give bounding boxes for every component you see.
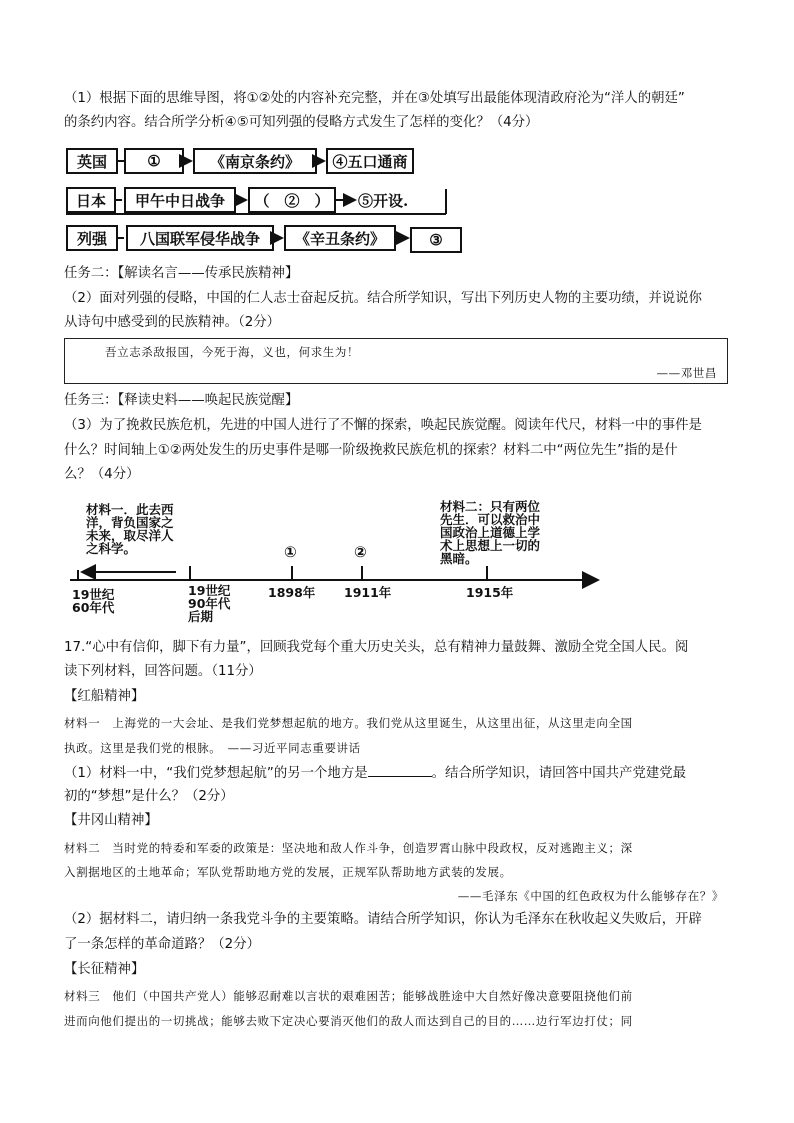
red-boat-question-line-1 — [64, 762, 686, 784]
mindmap-row1-node-2: ① — [124, 148, 184, 174]
mindmap-row1-node-3: 《南京条约》 — [193, 148, 317, 174]
material-2-line-2: 入割据地区的土地革命；军队党帮助地方党的发展，正规军队帮助地方武装的发展。 — [64, 865, 512, 879]
long-march-heading: 【长征精神】 — [64, 962, 145, 977]
material-2-line: 术上思想上一切的 — [440, 538, 541, 553]
material-2-line: 黑暗。 — [440, 551, 478, 566]
label-line: 后期 — [188, 609, 214, 624]
label-line: 90年代 — [188, 596, 231, 611]
mindmap-row3-node-1: 列强 — [66, 225, 118, 251]
question-text: （1）材料一中，“我们党梦想起航”的另一个地方是 — [64, 766, 368, 781]
mindmap-row2-node-3: （ ② ） — [248, 187, 336, 213]
mindmap-row3-node-2: 八国联军侵华战争 — [126, 225, 274, 251]
label-line: 60年代 — [72, 600, 115, 615]
answer-blank[interactable] — [368, 762, 432, 777]
mindmap-row1-node-1: 英国 — [66, 148, 118, 174]
material-2-source: ——毛泽东《中国的红色政权为什么能够存在？》 — [457, 889, 724, 903]
jinggang-heading: 【井冈山精神】 — [64, 813, 158, 828]
q17-line-2: 读下列材料，回答问题。（11分） — [64, 664, 262, 679]
q3-line-3: 么？（4分） — [64, 467, 140, 482]
q3-line-2: 什么？时间轴上①②两处发生的历史事件是哪一阶级挽救民族危机的探索？材料二中“两位先生”指的是什 — [64, 443, 678, 458]
q1-line-2: 的条约内容。结合所学分析④⑤可知列强的侵略方式发生了怎样的变化？（4分） — [64, 115, 539, 130]
mindmap-row1-node-4: ④五口通商 — [326, 148, 414, 174]
q2-line-1: （2）面对列强的侵略，中国的仁人志士奋起反抗。结合所学知识，写出下列历史人物的主要功绩，并说说你 — [64, 291, 702, 306]
timeline-marker-2: ② — [354, 543, 367, 561]
q17-line-1: 17.“心中有信仰，脚下有力量”，回顾我党每个重大历史关头，总有精神力量鼓舞、激励全党全国人民。阅 — [64, 640, 689, 655]
label-line: 19世纪 — [188, 583, 231, 598]
timeline-marker-1: ① — [284, 543, 297, 561]
q1-line-1: （1）根据下面的思维导图，将①②处的内容补充完整，并在③处填写出最能体现清政府沦为“洋人的朝廷” — [64, 91, 685, 106]
material-2-line: 材料二：只有两位 — [440, 499, 541, 514]
material-1-line: 材料一．此去西 — [86, 502, 174, 517]
material-1-line-1: 材料一 上海党的一大会址、是我们党梦想起航的地方。我们党从这里诞生，从这里出征，从这里走向全国 — [64, 716, 633, 730]
quote-author: ——邓世昌 — [656, 366, 717, 380]
material-3-line-1: 材料三 他们（中国共产党人）能够忍耐难以言状的艰难困苦；能够战胜途中大自然好像决意要阻挠他们前 — [64, 989, 633, 1003]
q3-line-1: （3）为了挽救民族危机，先进的中国人进行了不懈的探索，唤起民族觉醒。阅读年代尺，材料一中的事件是 — [64, 418, 702, 433]
mindmap-row3-node-3: 《辛丑条约》 — [284, 225, 396, 251]
task3-heading: 任务三：【释读史料——唤起民族觉醒】 — [64, 393, 299, 408]
timeline-label-b — [188, 584, 230, 623]
red-boat-question-line-2: 初的“梦想”是什么？（2分） — [64, 789, 234, 804]
material-1-line-2: 执政。这里是我们党的根脉。 ——习近平同志重要讲话 — [64, 741, 361, 755]
question-text: 。结合所学知识，请回答中国共产党建党最 — [431, 766, 687, 781]
mindmap-row2-node-4: ⑤开设. — [358, 192, 409, 210]
material-1-line: 未来，取尽洋人 — [86, 528, 174, 543]
label-line: 19世纪 — [72, 587, 115, 602]
jinggang-question-line-1: （2）据材料二，请归纳一条我党斗争的主要策略。请结合所学知识，你认为毛泽东在秋收起义失败后，开辟 — [64, 912, 702, 927]
material-1-line: 洋，背负国家之 — [86, 515, 174, 530]
task2-heading: 任务二：【解读名言——传承民族精神】 — [64, 266, 299, 281]
q2-line-2: 从诗句中感受到的民族精神。（2分） — [64, 315, 281, 330]
timeline-label-d: 1911年 — [344, 585, 392, 600]
timeline-label-c: 1898年 — [268, 585, 316, 600]
material-2-line: 先生．可以救治中 — [440, 512, 541, 527]
mindmap-row2-node-1: 日本 — [66, 187, 116, 213]
timeline-label-a — [72, 588, 114, 614]
material-1-line: 之科学。 — [86, 541, 137, 556]
mindmap-row2-node-2: 甲午中日战争 — [124, 187, 236, 213]
jinggang-question-line-2: 了一条怎样的革命道路？（2分） — [64, 937, 260, 952]
mindmap-row3-node-4: ③ — [410, 227, 462, 253]
material-3-line-2: 进而向他们提出的一切挑战；能够去败下定决心要消灭他们的敌人而达到自己的目的……边行军边打仗；同 — [64, 1014, 633, 1028]
timeline-label-e: 1915年 — [466, 585, 514, 600]
quote-text: 吾立志杀敌报国，今死于海，义也，何求生为！ — [105, 345, 360, 359]
material-2-line: 国政治上道德上学 — [440, 525, 541, 540]
red-boat-heading: 【红船精神】 — [64, 689, 145, 704]
material-2-line-1: 材料二 当时党的特委和军委的政策是：坚决地和敌人作斗争，创造罗霄山脉中段政权，反对逃跑主义；深 — [64, 841, 633, 855]
